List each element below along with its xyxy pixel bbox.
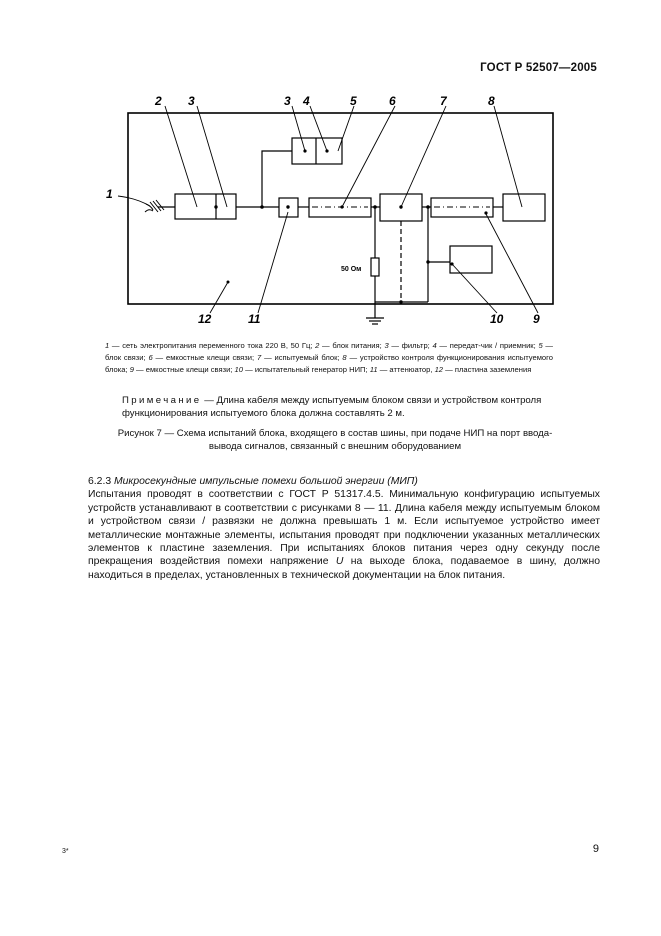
test-setup-diagram <box>0 0 661 340</box>
callout-3: 3 <box>188 94 195 108</box>
section-paragraph: Испытания проводят в соответствии с ГОСТ Р 51317.4.5. Минимальную конфигурацию испытуемых устройств устанавливают в соответствии с рисунками 8 — 11. Длина кабеля между испытуемым блоком и устройством связи / развязки не должна превышать 1 м. Если испытуемое устройство имеет металлические монтажные элементы, испытания проводят при подключении указанных металлических элементов к пластине заземления. При испытаниях блоков питания через одну секунду после прекращения воздействия помехи напряжение U на выходе блока, подаваемое в шину, должно находиться в пределах, установленных в технической документации на блок питания. <box>88 489 600 581</box>
monitor-block <box>503 194 545 221</box>
sheet-mark: 3* <box>62 848 69 855</box>
section-heading: 6.2.3 Микросекундные импульсные помехи большой энергии (МИП) <box>88 476 418 487</box>
resistor-label: 50 Ом <box>341 266 362 273</box>
page-number: 9 <box>592 843 599 855</box>
figure-caption: Рисунок 7 — Схема испытаний блока, входящего в состав шины, при подаче НИП на порт ввода-вывода сигналов, связанный с внешним оборудованием <box>117 428 553 452</box>
callout-5: 5 <box>350 94 357 108</box>
figure-legend: 1 — сеть электропитания переменного тока 220 В, 50 Гц; 2 — блок питания; 3 — фильтр; 4 — передат-чик / приемник; 5 — блок связи; 6 — емкостные клещи связи; 7 — испытуемый блок; 8 — устройство контроля функционирования испытуемого блока; 9 — емкостные клещи связи; 10 — испытательный генератор НИП; 11 — аттенюатор, 12 — пластина заземления <box>105 341 553 375</box>
ground-plane-outline <box>128 113 553 304</box>
callout-7: 7 <box>440 94 447 108</box>
callout-8: 8 <box>488 94 495 108</box>
resistor-50-ohm <box>371 258 379 276</box>
document-header: ГОСТ Р 52507—2005 <box>480 62 597 74</box>
note-label: Примечание <box>122 395 202 406</box>
callout-4: 4 <box>303 94 310 108</box>
callout-2: 2 <box>155 94 162 108</box>
callout-6: 6 <box>389 94 396 108</box>
filter-transceiver-block <box>292 138 342 164</box>
section-6-2-3 <box>88 475 600 582</box>
coupling-clamp-6 <box>309 198 371 217</box>
callout-11: 11 <box>248 312 261 326</box>
callout-1: 1 <box>106 187 113 201</box>
callout-12: 12 <box>198 312 212 326</box>
figure-note <box>122 394 554 420</box>
coupling-clamp-9 <box>431 198 493 217</box>
callout-10: 10 <box>490 312 504 326</box>
callout-3-top: 3 <box>284 94 291 108</box>
callout-9: 9 <box>533 312 540 326</box>
note-text: — Длина кабеля между испытуемым блоком связи и устройством контроля функционирования испытуемого блока должна составлять 2 м. <box>122 395 542 419</box>
